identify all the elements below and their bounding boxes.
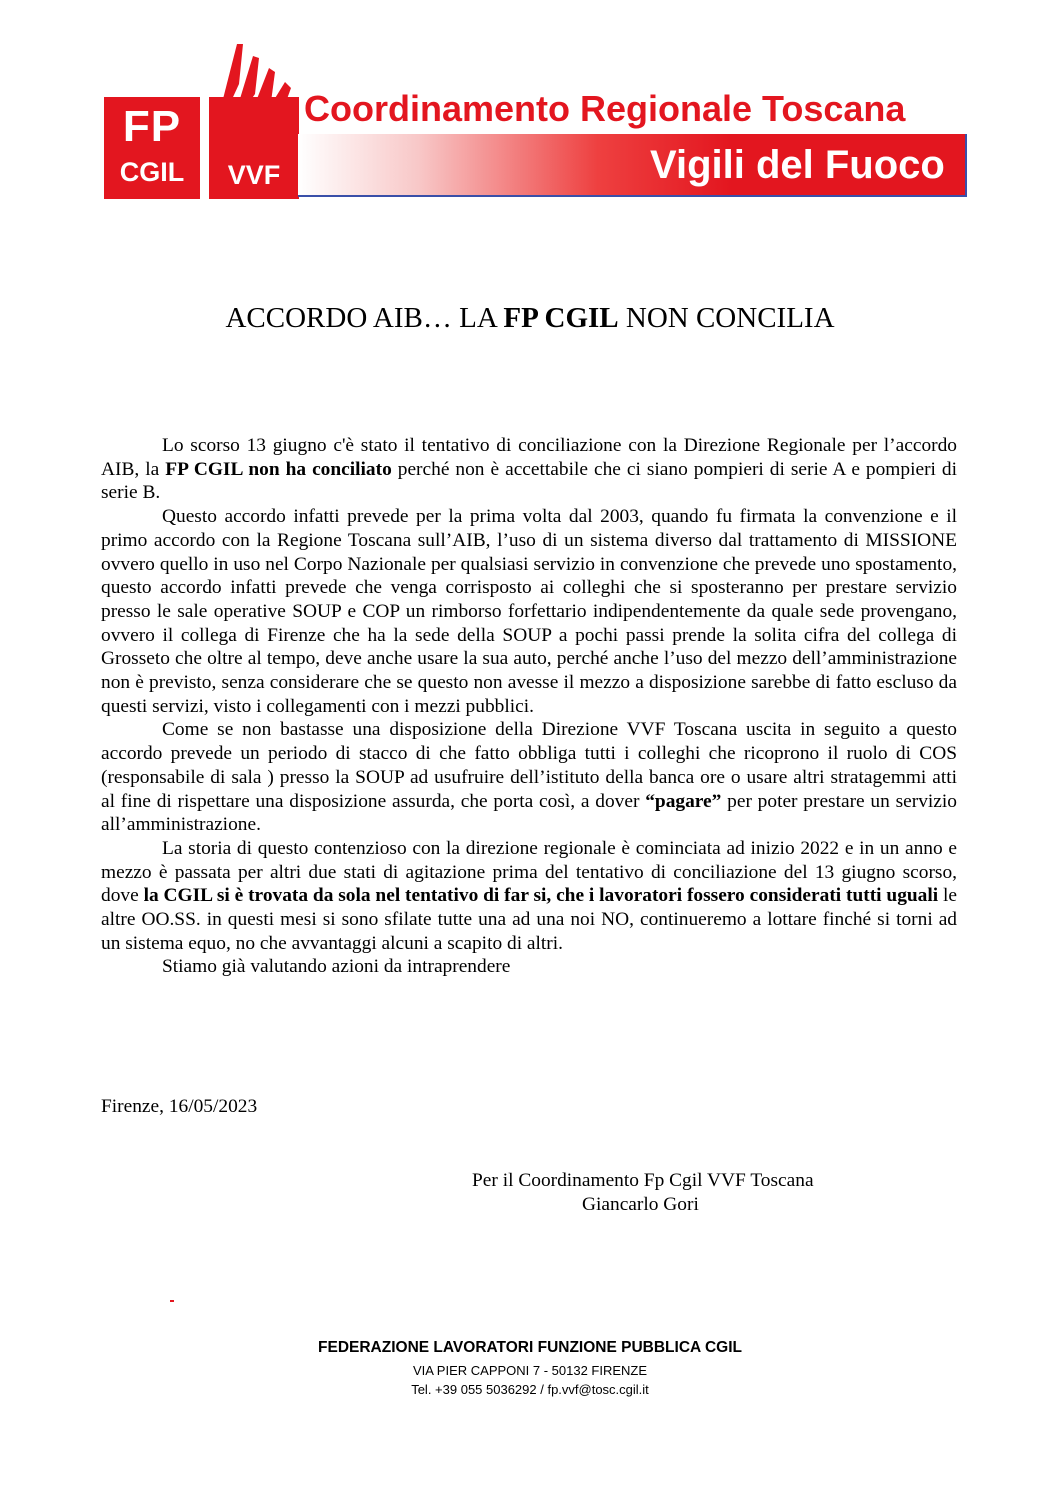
paragraph-1-text-c: perché non è accettabile che ci siano pompieri di serie A e pompieri di serie B. xyxy=(101,458,957,504)
paragraph-1-bold: FP CGIL non ha conciliato xyxy=(165,458,392,480)
paragraph-1-text-a: Lo scorso 13 giugno c'è stato il tentativo di conciliazione con la Direzione Regionale per l’accordo AIB, la xyxy=(101,435,957,480)
document-body xyxy=(101,434,957,979)
paragraph-3-bold: “pagare” xyxy=(645,790,722,812)
document-title xyxy=(0,302,1060,335)
paragraph-3-text-c: per poter prestare un servizio all’amministrazione. xyxy=(101,790,957,836)
paragraph-3-text-a: Come se non bastasse una disposizione della Direzione VVF Toscana uscita in seguito a questo accordo prevede un periodo di stacco di che fatto obbliga tutti i colleghi che ricoprono il ruolo di COS (responsabile di sala ) presso la SOUP ad usufruire dell’istituto della banca ore o usare altri stratagemmi atti al fine di rispettare una disposizione assurda, che porta così, a dover xyxy=(101,719,957,812)
logo-cgil-text: CGIL xyxy=(119,157,185,187)
decorative-mark xyxy=(170,1300,174,1302)
logo-fp-text: FP xyxy=(122,102,182,151)
title-bold: FP CGIL xyxy=(503,302,619,334)
vvf-logo xyxy=(209,44,299,199)
signature-organization: Per il Coordinamento Fp Cgil VVF Toscana xyxy=(472,1170,814,1191)
logo-vvf-text: VVF xyxy=(227,160,281,190)
signature-name: Giancarlo Gori xyxy=(582,1194,699,1215)
title-part-1: ACCORDO AIB… LA xyxy=(225,302,504,334)
title-part-2: NON CONCILIA xyxy=(618,302,835,334)
paragraph-4-text-a: La storia di questo contenzioso con la direzione regionale è cominciata ad inizio 2022 e in un anno e mezzo è passata per altri due stati di agitazione prima del tentativo di conciliazione del 13 giugno scorso, dove xyxy=(101,837,957,907)
fp-cgil-logo xyxy=(104,97,200,199)
footer-contact: Tel. +39 055 5036292 / fp.vvf@tosc.cgil.it xyxy=(411,1382,649,1397)
paragraph-5: Stiamo già valutando azioni da intraprendere xyxy=(162,956,511,978)
paragraph-3 xyxy=(101,718,957,837)
paragraph-4-text-c: le altre OO.SS. in questi mesi si sono sfilate tutte una ad una noi NO, continueremo a lottare finché si torni ad un sistema equo, no che avvantaggi alcuni a scapito di altri. xyxy=(101,885,958,954)
footer-organization: FEDERAZIONE LAVORATORI FUNZIONE PUBBLICA CGIL xyxy=(318,1339,742,1356)
paragraph-4-bold: la CGIL si è trovata da sola nel tentativo di far si, che i lavoratori fossero considerati tutti uguali xyxy=(143,885,939,907)
paragraph-4 xyxy=(101,837,957,956)
document-date: Firenze, 16/05/2023 xyxy=(101,1096,258,1117)
header-subtitle: Vigili del Fuoco xyxy=(650,143,945,187)
paragraph-1 xyxy=(101,434,957,505)
footer-address: VIA PIER CAPPONI 7 - 50132 FIRENZE xyxy=(412,1363,648,1378)
paragraph-2: Questo accordo infatti prevede per la prima volta dal 2003, quando fu firmata la convenzione e il primo accordo con la Regione Toscana sull’AIB, l’uso di un sistema diverso dal trattamento di MISSIONE ovvero quello in uso nel Corpo Nazionale per qualsiasi servizio in convenzione che prevede uno spostamento, questo accordo infatti prevede che venga corrisposto ai colleghi che si sposteranno per prestare servizio presso le sale operative SOUP e COP un rimborso forfettario indipendentemente da quale sede provengano, ovvero il collega di Firenze che ha la sede della SOUP a pochi passi prende la solita cifra del collega di Grosseto che oltre al tempo, deve anche usare la sua auto, perché anche l’uso del mezzo dell’amministrazione non è previsto, senza considerare che se questo non avesse il mezzo a disposizione sarebbe di fatto escluso da questi servizi, visto i collegamenti con i mezzi pubblici. xyxy=(101,506,957,717)
header-organization-name: Coordinamento Regionale Toscana xyxy=(304,88,906,129)
